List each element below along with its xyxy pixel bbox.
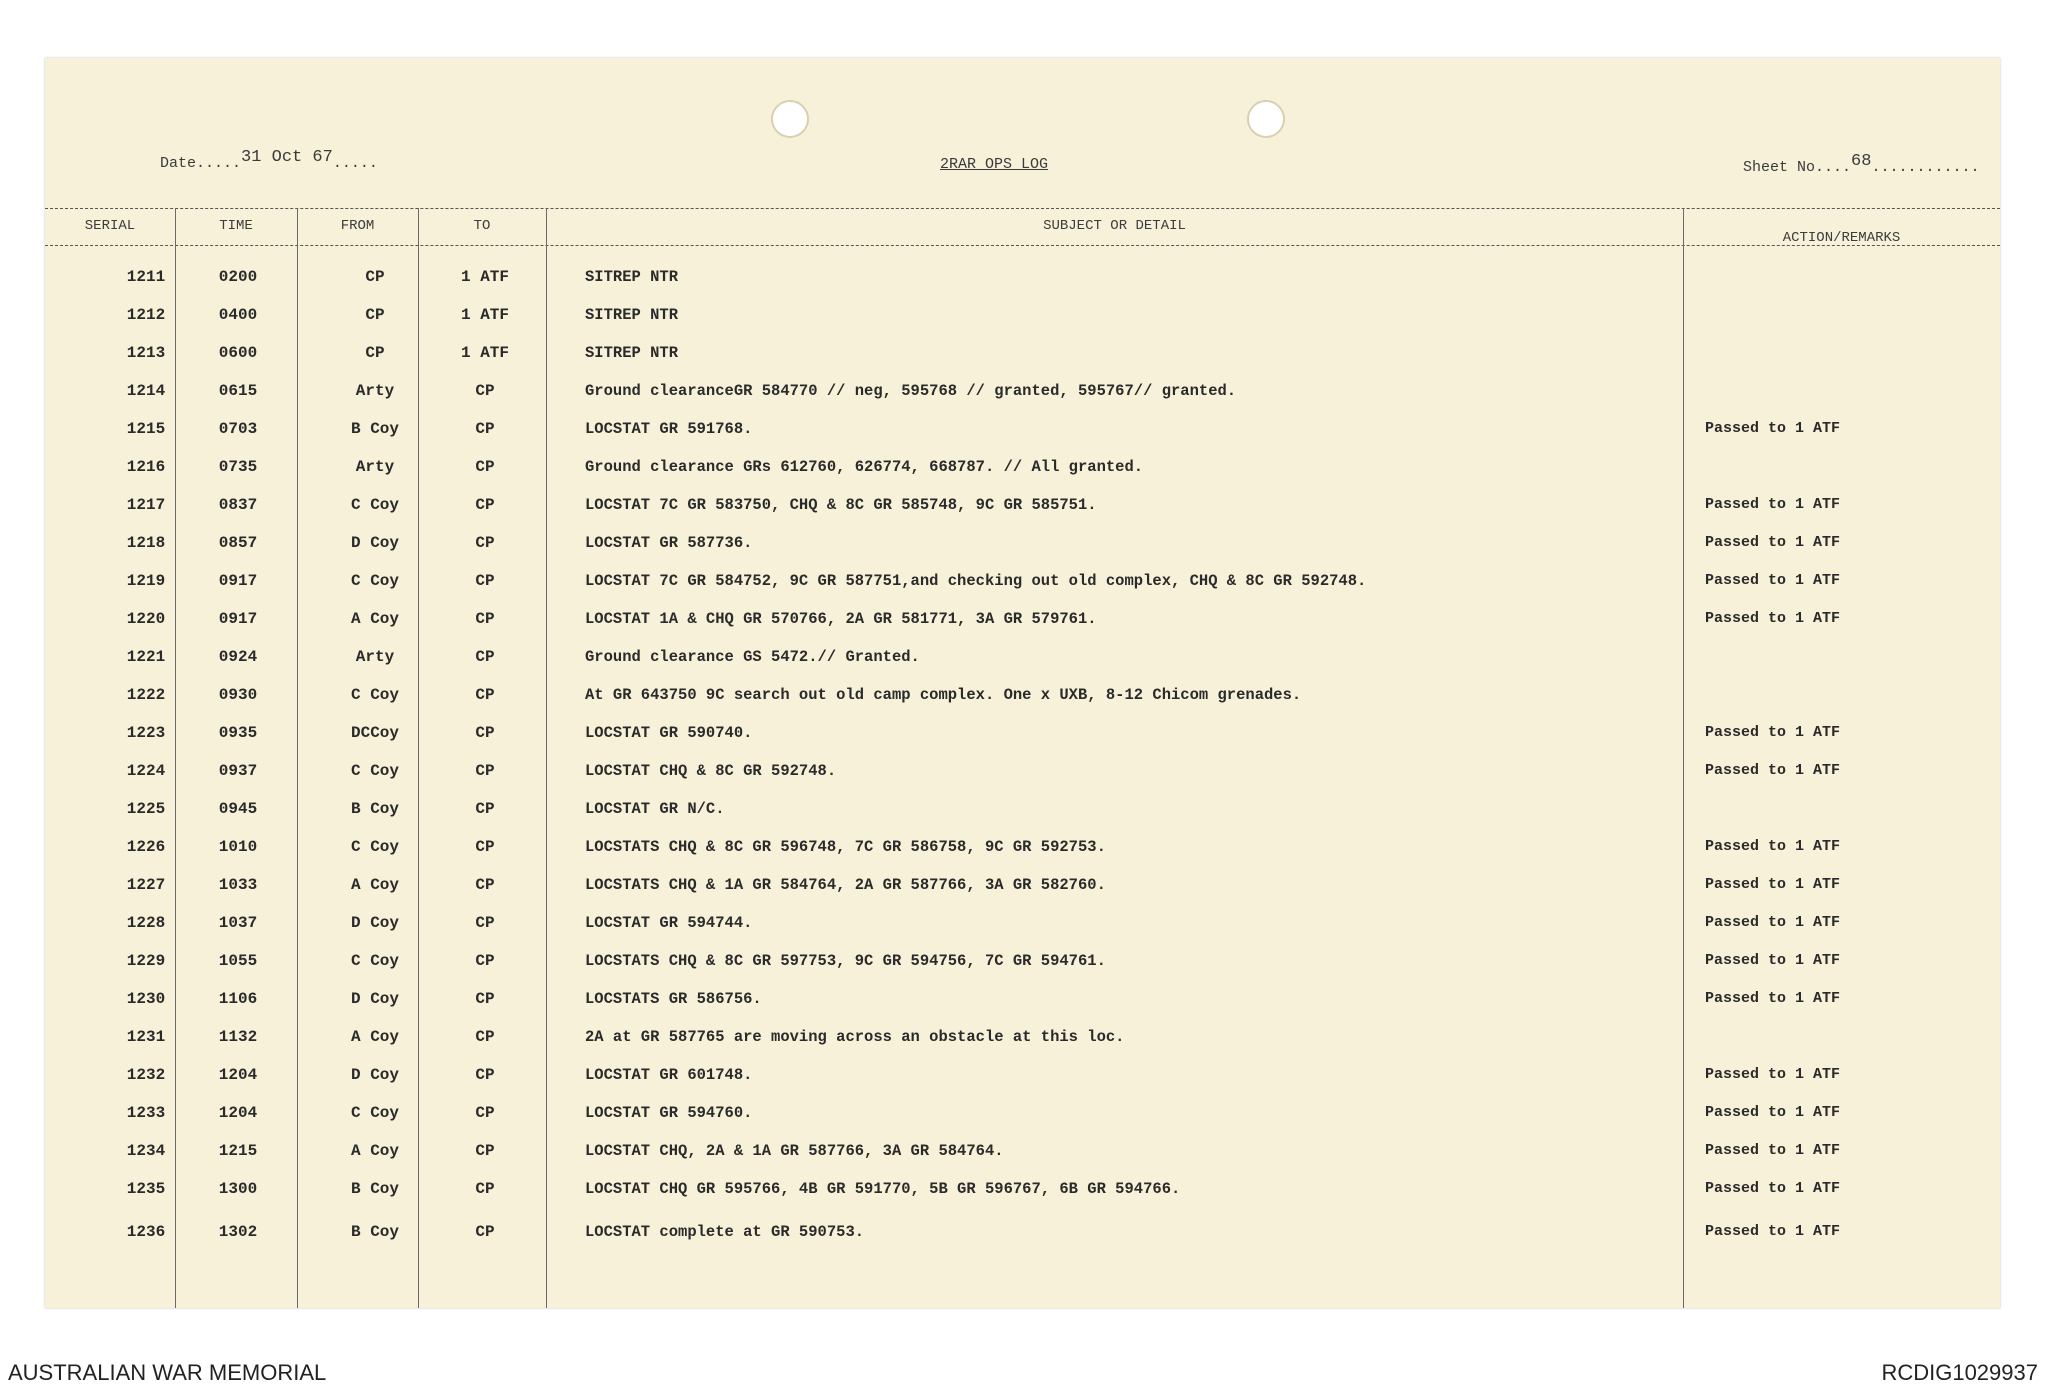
time-cell: 0924 [218, 648, 258, 666]
from-cell: A Coy [350, 876, 399, 894]
action-cell: Passed to 1 ATF [1705, 534, 1841, 551]
subject-cell: LOCSTAT CHQ & 8C GR 592748. [585, 762, 837, 780]
from-cell: C Coy [350, 952, 399, 970]
serial-cell: 1222 [126, 686, 166, 704]
time-cell: 0600 [218, 344, 258, 362]
archive-credit: AUSTRALIAN WAR MEMORIAL [8, 1360, 327, 1385]
action-cell: Passed to 1 ATF [1705, 1180, 1841, 1197]
from-cell: D Coy [350, 1066, 399, 1084]
to-cell: CP [475, 876, 495, 894]
serial-cell: 1218 [126, 534, 166, 552]
to-cell: CP [475, 458, 495, 476]
column-header-time: TIME [219, 218, 253, 234]
subject-cell: LOCSTAT GR 601748. [585, 1066, 753, 1084]
subject-cell: At GR 643750 9C search out old camp complex. One x UXB, 8-12 Chicom grenades. [585, 686, 1302, 704]
table-row [45, 1028, 2000, 1066]
time-cell: 1132 [218, 1028, 258, 1046]
from-cell: C Coy [350, 572, 399, 590]
table-row [45, 838, 2000, 876]
serial-cell: 1230 [126, 990, 166, 1008]
subject-cell: LOCSTATS CHQ & 8C GR 597753, 9C GR 594756, 7C GR 594761. [585, 952, 1106, 970]
action-cell: Passed to 1 ATF [1705, 572, 1841, 589]
time-cell: 0735 [218, 458, 258, 476]
to-cell: CP [475, 648, 495, 666]
from-cell: A Coy [350, 610, 399, 628]
column-header-to: TO [473, 218, 491, 234]
from-cell: D Coy [350, 534, 399, 552]
table-row [45, 420, 2000, 458]
subject-cell: LOCSTAT GR N/C. [585, 800, 725, 818]
time-cell: 0930 [218, 686, 258, 704]
subject-cell: SITREP NTR [585, 306, 679, 324]
to-cell: CP [475, 382, 495, 400]
time-cell: 0935 [218, 724, 258, 742]
to-cell: CP [475, 990, 495, 1008]
archive-id: RCDIG1029937 [1881, 1360, 2038, 1385]
from-cell: CP [365, 268, 385, 286]
action-cell: Passed to 1 ATF [1705, 952, 1841, 969]
from-cell: B Coy [350, 1180, 399, 1198]
subject-cell: LOCSTAT GR 594760. [585, 1104, 753, 1122]
action-cell: Passed to 1 ATF [1705, 1142, 1841, 1159]
time-cell: 0857 [218, 534, 258, 552]
table-row [45, 762, 2000, 800]
sheet-tail: ............ [1871, 159, 1980, 176]
to-cell: CP [475, 496, 495, 514]
from-cell: C Coy [350, 1104, 399, 1122]
serial-cell: 1229 [126, 952, 166, 970]
action-cell: Passed to 1 ATF [1705, 610, 1841, 627]
action-cell: Passed to 1 ATF [1705, 876, 1841, 893]
to-cell: 1 ATF [460, 344, 509, 362]
from-cell: DCCoy [350, 724, 399, 742]
table-row [45, 1142, 2000, 1180]
time-cell: 0615 [218, 382, 258, 400]
serial-cell: 1221 [126, 648, 166, 666]
from-cell: C Coy [350, 496, 399, 514]
time-cell: 1204 [218, 1104, 258, 1122]
column-header-from: FROM [340, 218, 375, 234]
serial-cell: 1216 [126, 458, 166, 476]
to-cell: CP [475, 952, 495, 970]
table-row [45, 724, 2000, 762]
from-cell: C Coy [350, 838, 399, 856]
subject-cell: LOCSTATS GR 586756. [585, 990, 762, 1008]
subject-cell: LOCSTAT CHQ, 2A & 1A GR 587766, 3A GR 584764. [585, 1142, 1004, 1160]
punch-hole [1247, 100, 1285, 138]
to-cell: 1 ATF [460, 268, 509, 286]
serial-cell: 1215 [126, 420, 166, 438]
to-cell: CP [475, 420, 495, 438]
to-cell: CP [475, 838, 495, 856]
serial-cell: 1235 [126, 1180, 166, 1198]
table-row [45, 496, 2000, 534]
table-row [45, 1104, 2000, 1142]
time-cell: 0837 [218, 496, 258, 514]
from-cell: B Coy [350, 420, 399, 438]
subject-cell: LOCSTAT GR 594744. [585, 914, 753, 932]
serial-cell: 1227 [126, 876, 166, 894]
action-cell: Passed to 1 ATF [1705, 762, 1841, 779]
punch-hole [771, 100, 809, 138]
time-cell: 1302 [218, 1223, 258, 1241]
date-tail: ..... [332, 155, 378, 172]
serial-cell: 1223 [126, 724, 166, 742]
time-cell: 1037 [218, 914, 258, 932]
table-row [45, 382, 2000, 420]
date-value: 31 Oct 67 [241, 148, 333, 167]
serial-cell: 1232 [126, 1066, 166, 1084]
log-title: 2RAR OPS LOG [940, 156, 1049, 173]
subject-cell: LOCSTAT GR 587736. [585, 534, 753, 552]
to-cell: CP [475, 534, 495, 552]
from-cell: C Coy [350, 686, 399, 704]
action-cell: Passed to 1 ATF [1705, 914, 1841, 931]
table-row [45, 1066, 2000, 1104]
subject-cell: LOCSTAT CHQ GR 595766, 4B GR 591770, 5B GR 596767, 6B GR 594766. [585, 1180, 1181, 1198]
subject-cell: LOCSTAT GR 590740. [585, 724, 753, 742]
to-cell: CP [475, 1066, 495, 1084]
to-cell: CP [475, 686, 495, 704]
to-cell: CP [475, 1028, 495, 1046]
to-cell: CP [475, 1223, 495, 1241]
to-cell: CP [475, 914, 495, 932]
serial-cell: 1236 [126, 1223, 166, 1241]
serial-cell: 1228 [126, 914, 166, 932]
column-header-serial: SERIAL [84, 218, 136, 234]
serial-cell: 1217 [126, 496, 166, 514]
sheet-number-field [1743, 152, 1980, 177]
subject-cell: LOCSTAT GR 591768. [585, 420, 753, 438]
date-field [160, 148, 378, 173]
to-cell: CP [475, 1180, 495, 1198]
action-cell: Passed to 1 ATF [1705, 838, 1841, 855]
from-cell: C Coy [350, 762, 399, 780]
from-cell: B Coy [350, 800, 399, 818]
sheet-label: Sheet No.... [1743, 159, 1852, 176]
to-cell: CP [475, 572, 495, 590]
from-cell: A Coy [350, 1028, 399, 1046]
serial-cell: 1211 [126, 268, 166, 286]
column-header-action: ACTION/REMARKS [1782, 230, 1901, 246]
action-cell: Passed to 1 ATF [1705, 1104, 1841, 1121]
subject-cell: SITREP NTR [585, 344, 679, 362]
table-row [45, 458, 2000, 496]
action-cell: Passed to 1 ATF [1705, 1223, 1841, 1240]
time-cell: 1055 [218, 952, 258, 970]
from-cell: D Coy [350, 914, 399, 932]
time-cell: 0917 [218, 610, 258, 628]
table-row [45, 344, 2000, 382]
time-cell: 1204 [218, 1066, 258, 1084]
time-cell: 1106 [218, 990, 258, 1008]
subject-cell: 2A at GR 587765 are moving across an obstacle at this loc. [585, 1028, 1125, 1046]
table-row [45, 952, 2000, 990]
time-cell: 1215 [218, 1142, 258, 1160]
serial-cell: 1233 [126, 1104, 166, 1122]
from-cell: D Coy [350, 990, 399, 1008]
subject-cell: LOCSTAT 7C GR 584752, 9C GR 587751,and checking out old complex, CHQ & 8C GR 592748. [585, 572, 1367, 590]
table-row [45, 306, 2000, 344]
serial-cell: 1219 [126, 572, 166, 590]
from-cell: B Coy [350, 1223, 399, 1241]
subject-cell: Ground clearance GRs 612760, 626774, 668787. // All granted. [585, 458, 1144, 476]
to-cell: 1 ATF [460, 306, 509, 324]
table-row [45, 876, 2000, 914]
table-row [45, 990, 2000, 1028]
subject-cell: LOCSTATS CHQ & 1A GR 584764, 2A GR 587766, 3A GR 582760. [585, 876, 1106, 894]
time-cell: 0937 [218, 762, 258, 780]
table-row [45, 914, 2000, 952]
to-cell: CP [475, 610, 495, 628]
from-cell: Arty [355, 382, 395, 400]
serial-cell: 1212 [126, 306, 166, 324]
time-cell: 0945 [218, 800, 258, 818]
action-cell: Passed to 1 ATF [1705, 496, 1841, 513]
serial-cell: 1226 [126, 838, 166, 856]
from-cell: Arty [355, 648, 395, 666]
to-cell: CP [475, 762, 495, 780]
action-cell: Passed to 1 ATF [1705, 420, 1841, 437]
table-row [45, 648, 2000, 686]
from-cell: Arty [355, 458, 395, 476]
subject-cell: Ground clearance GS 5472.// Granted. [585, 648, 920, 666]
to-cell: CP [475, 800, 495, 818]
serial-cell: 1214 [126, 382, 166, 400]
table-row [45, 1180, 2000, 1218]
time-cell: 0703 [218, 420, 258, 438]
from-cell: CP [365, 306, 385, 324]
time-cell: 0200 [218, 268, 258, 286]
table-row [45, 1223, 2000, 1261]
from-cell: A Coy [350, 1142, 399, 1160]
table-row [45, 800, 2000, 838]
table-row [45, 534, 2000, 572]
time-cell: 1010 [218, 838, 258, 856]
subject-cell: LOCSTAT 7C GR 583750, CHQ & 8C GR 585748, 9C GR 585751. [585, 496, 1097, 514]
log-sheet [45, 58, 2000, 1308]
table-row [45, 686, 2000, 724]
serial-cell: 1213 [126, 344, 166, 362]
from-cell: CP [365, 344, 385, 362]
serial-cell: 1224 [126, 762, 166, 780]
time-cell: 1033 [218, 876, 258, 894]
serial-cell: 1225 [126, 800, 166, 818]
time-cell: 0917 [218, 572, 258, 590]
to-cell: CP [475, 724, 495, 742]
table-row [45, 268, 2000, 306]
time-cell: 0400 [218, 306, 258, 324]
to-cell: CP [475, 1104, 495, 1122]
header-top-rule [45, 208, 2000, 209]
action-cell: Passed to 1 ATF [1705, 990, 1841, 1007]
column-header-subject: SUBJECT OR DETAIL [1043, 218, 1186, 234]
serial-cell: 1234 [126, 1142, 166, 1160]
serial-cell: 1231 [126, 1028, 166, 1046]
sheet-value: 68 [1851, 152, 1872, 171]
serial-cell: 1220 [126, 610, 166, 628]
table-row [45, 610, 2000, 648]
subject-cell: LOCSTAT complete at GR 590753. [585, 1223, 865, 1241]
to-cell: CP [475, 1142, 495, 1160]
action-cell: Passed to 1 ATF [1705, 724, 1841, 741]
subject-cell: SITREP NTR [585, 268, 679, 286]
time-cell: 1300 [218, 1180, 258, 1198]
subject-cell: Ground clearanceGR 584770 // neg, 595768 // granted, 595767// granted. [585, 382, 1237, 400]
subject-cell: LOCSTATS CHQ & 8C GR 596748, 7C GR 586758, 9C GR 592753. [585, 838, 1106, 856]
subject-cell: LOCSTAT 1A & CHQ GR 570766, 2A GR 581771, 3A GR 579761. [585, 610, 1097, 628]
date-label: Date..... [160, 155, 242, 172]
table-row [45, 572, 2000, 610]
action-cell: Passed to 1 ATF [1705, 1066, 1841, 1083]
